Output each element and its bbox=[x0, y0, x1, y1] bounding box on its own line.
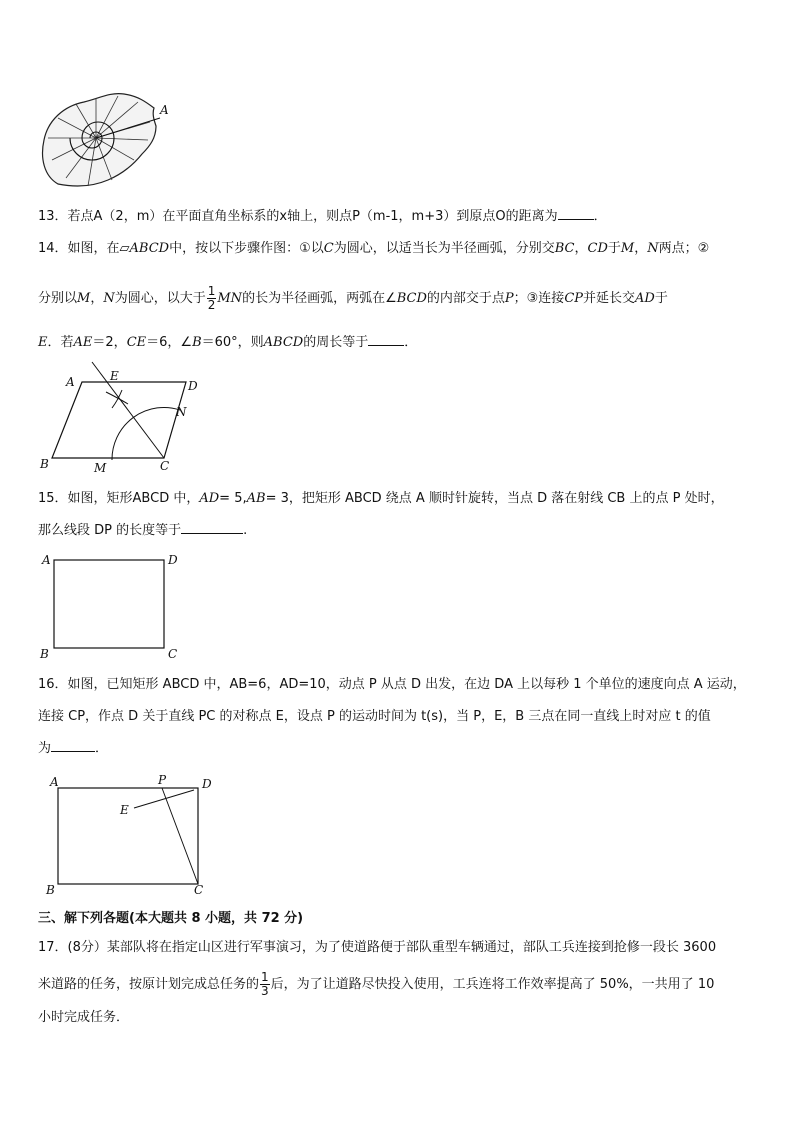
spiral-shell-figure bbox=[38, 88, 178, 192]
question-16-line-1: 16．如图，已知矩形 ABCD 中，AB=6，AD=10，动点 P 从点 D 出发，在边 DA 上以每秒 1 个单位的速度向点 A 运动， bbox=[38, 677, 746, 692]
section-3-heading: 三、解下列各题(本大题共 8 小题，共 72 分) bbox=[38, 911, 304, 926]
fig15-label-A: A bbox=[42, 553, 51, 567]
fig16-label-B: B bbox=[46, 883, 55, 896]
question-17-line-3: 小时完成任务． bbox=[38, 1010, 130, 1025]
q13-answer-blank[interactable] bbox=[558, 207, 594, 220]
shell-label-A: A bbox=[160, 103, 169, 117]
fraction-one-third: $\frac{1}{3}$ bbox=[261, 970, 269, 998]
fig16-label-E: E bbox=[120, 803, 129, 817]
q15-answer-blank[interactable] bbox=[181, 521, 243, 534]
fig15-label-C: C bbox=[168, 647, 178, 661]
question-14-line-1: 14．如图，在▱ABCD中，按以下步骤作图：①以C为圆心，以适当长为半径画弧，分别交BC，CD于M，N两点；② bbox=[38, 241, 710, 256]
question-14-line-2: 分别以M，N为圆心，以大于 $\frac{1}{2}$ MN的长为半径画弧，两弧在∠BCD的内部交于点P；③连接CP并延长交AD于 bbox=[38, 284, 668, 312]
fig14-label-M: M bbox=[94, 461, 107, 475]
fig16-label-P: P bbox=[158, 773, 167, 787]
fig15-label-B: B bbox=[40, 647, 49, 661]
fig14-label-E: E bbox=[110, 369, 119, 383]
question-16-line-3: 为 ． bbox=[38, 741, 109, 756]
figure-16-rectangle bbox=[40, 770, 220, 896]
question-13: 13．若点A（2，m）在平面直角坐标系的x轴上，则点P（m-1，m+3）到原点O的距离为 ． bbox=[38, 209, 607, 224]
question-14-line-3: E．若AE＝2，CE＝6，∠B＝60°，则ABCD的周长等于 ． bbox=[38, 335, 418, 350]
question-15-line-2: 那么线段 DP 的长度等于 . bbox=[38, 523, 248, 538]
fig16-label-A: A bbox=[50, 775, 59, 789]
question-15-line-1: 15．如图，矩形ABCD 中，AD= 5,AB= 3，把矩形 ABCD 绕点 A 顺时针旋转，当点 D 落在射线 CB 上的点 P 处时， bbox=[38, 491, 724, 506]
fraction-one-half: $\frac{1}{2}$ bbox=[207, 284, 216, 312]
fig14-label-B: B bbox=[40, 457, 49, 471]
question-17-line-2: 米道路的任务，按原计划完成总任务的 $\frac{1}{3}$ 后，为了让道路尽快投入使用，工兵连将工作效率提高了 50%，一共用了 10 bbox=[38, 970, 715, 998]
fig16-label-D: D bbox=[202, 777, 212, 791]
q14-answer-blank[interactable] bbox=[368, 333, 404, 346]
figure-14-parallelogram bbox=[36, 360, 216, 480]
figure-15-rectangle bbox=[36, 548, 186, 664]
q16-answer-blank[interactable] bbox=[51, 739, 95, 752]
fig14-label-C: C bbox=[160, 459, 170, 473]
fig15-label-D: D bbox=[168, 553, 178, 567]
question-16-line-2: 连接 CP，作点 D 关于直线 PC 的对称点 E，设点 P 的运动时间为 t(s)，当 P，E，B 三点在同一直线上时对应 t 的值 bbox=[38, 709, 711, 724]
fig14-label-A: A bbox=[66, 375, 75, 389]
fig14-label-D: D bbox=[188, 379, 198, 393]
question-17-line-1: 17．(8分）某部队将在指定山区进行军事演习，为了使道路便于部队重型车辆通过，部队工兵连接到抢修一段长 3600 bbox=[38, 940, 717, 955]
fig14-label-N: N bbox=[176, 405, 187, 419]
q13-text: 13．若点A（2，m）在平面直角坐标系的x轴上，则点P（m-1，m+3）到原点O的距离为 bbox=[38, 209, 558, 224]
fig16-label-C: C bbox=[194, 883, 204, 896]
